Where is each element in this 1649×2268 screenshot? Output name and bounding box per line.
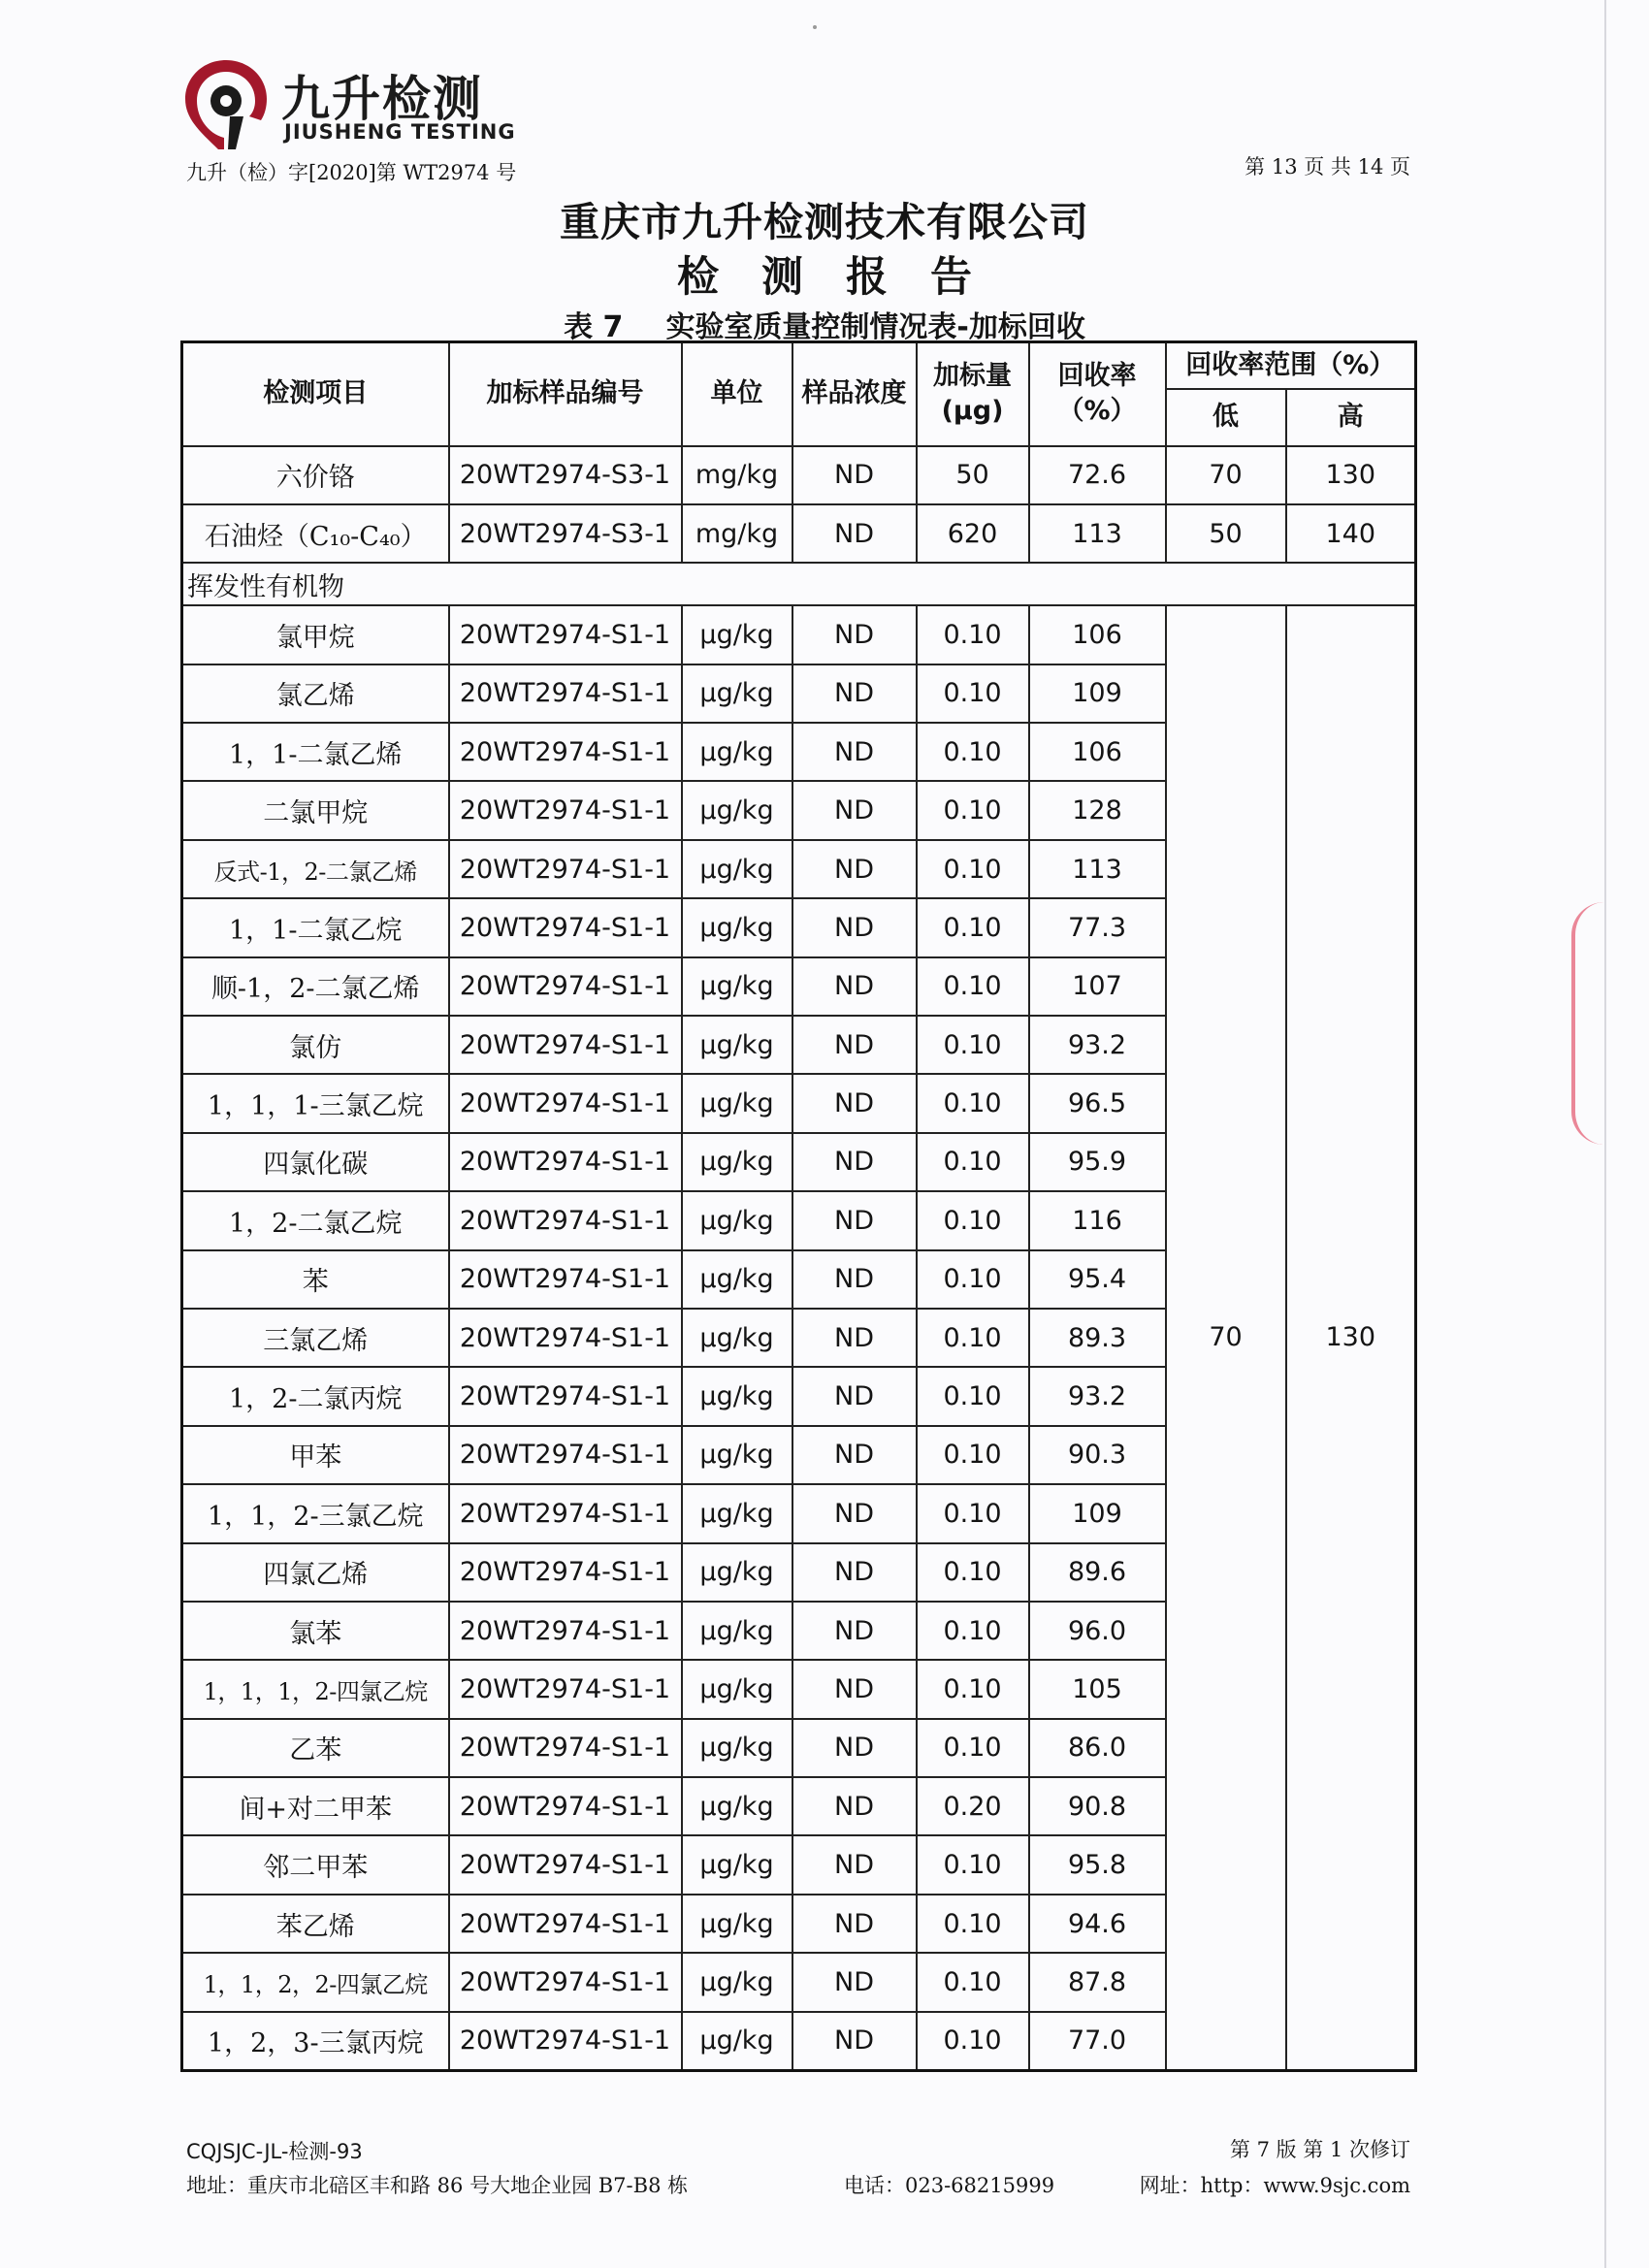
table-caption: 实验室质量控制情况表-加标回收: [665, 310, 1085, 344]
cell-spike: 0.10: [917, 1835, 1029, 1894]
company-name: 重庆市九升检测技术有限公司: [560, 199, 1089, 245]
cell-item: 四氯化碳: [182, 1133, 449, 1191]
cell-spike: 0.10: [917, 1953, 1029, 2011]
cell-recovery: 95.9: [1029, 1133, 1166, 1191]
cell-item: 1，1-二氯乙烯: [182, 723, 449, 781]
cell-unit: μg/kg: [682, 1835, 792, 1894]
cell-concentration: ND: [792, 1367, 917, 1425]
document-number: 九升（检）字[2020]第 WT2974 号: [186, 161, 517, 184]
cell-recovery: 89.3: [1029, 1309, 1166, 1367]
header-range: 回收率范围（%）: [1166, 342, 1416, 389]
cell-sample-id: 20WT2974-S1-1: [449, 957, 682, 1016]
header-recovery-line1: 回收率: [1057, 360, 1137, 391]
cell-item: 1，1，1-三氯乙烷: [182, 1074, 449, 1132]
cell-spike: 0.10: [917, 1895, 1029, 1953]
report-title: 检测报告: [677, 253, 1015, 302]
cell-concentration: ND: [792, 840, 917, 898]
cell-concentration: ND: [792, 664, 917, 723]
cell-unit: μg/kg: [682, 781, 792, 839]
table-row: [182, 446, 1416, 504]
cell-sample-id: 20WT2974-S3-1: [449, 446, 682, 504]
cell-recovery: 95.8: [1029, 1835, 1166, 1894]
cell-unit: μg/kg: [682, 1602, 792, 1660]
cell-spike: 0.10: [917, 1543, 1029, 1602]
cell-concentration: ND: [792, 1016, 917, 1074]
cell-low: 70: [1166, 446, 1286, 504]
cell-item: 石油烃（C₁₀-C₄₀）: [182, 504, 449, 563]
cell-item: 1，2-二氯丙烷: [182, 1367, 449, 1425]
cell-item: 顺-1，2-二氯乙烯: [182, 957, 449, 1016]
cell-sample-id: 20WT2974-S1-1: [449, 1835, 682, 1894]
cell-item: 氯仿: [182, 1016, 449, 1074]
cell-concentration: ND: [792, 2012, 917, 2070]
cell-item: 苯: [182, 1250, 449, 1309]
cell-unit: μg/kg: [682, 898, 792, 956]
website: 网址：http：www.9sjc.com: [1139, 2174, 1410, 2197]
cell-sample-id: 20WT2974-S1-1: [449, 723, 682, 781]
cell-sample-id: 20WT2974-S1-1: [449, 1191, 682, 1249]
cell-item: 1，1，2-三氯乙烷: [182, 1484, 449, 1542]
cell-sample-id: 20WT2974-S3-1: [449, 504, 682, 563]
cell-concentration: ND: [792, 1895, 917, 1953]
cell-item: 氯乙烯: [182, 664, 449, 723]
cell-unit: μg/kg: [682, 723, 792, 781]
cell-sample-id: 20WT2974-S1-1: [449, 1426, 682, 1484]
cell-spike: 0.10: [917, 723, 1029, 781]
cell-recovery: 87.8: [1029, 1953, 1166, 2011]
cell-item: 二氯甲烷: [182, 781, 449, 839]
cell-sample-id: 20WT2974-S1-1: [449, 1895, 682, 1953]
cell-item: 甲苯: [182, 1426, 449, 1484]
header-spike: [917, 342, 1029, 446]
cell-unit: μg/kg: [682, 1250, 792, 1309]
cell-item: 1，2-二氯乙烷: [182, 1191, 449, 1249]
table-row: [182, 605, 1416, 664]
cell-recovery: 93.2: [1029, 1016, 1166, 1074]
cell-recovery: 89.6: [1029, 1543, 1166, 1602]
cell-high: 130: [1286, 446, 1416, 504]
cell-sample-id: 20WT2974-S1-1: [449, 1016, 682, 1074]
cell-spike: 50: [917, 446, 1029, 504]
cell-sample-id: 20WT2974-S1-1: [449, 1367, 682, 1425]
cell-concentration: ND: [792, 1835, 917, 1894]
cell-unit: mg/kg: [682, 446, 792, 504]
cell-recovery: 128: [1029, 781, 1166, 839]
cell-spike: 0.10: [917, 898, 1029, 956]
address: 地址：重庆市北碚区丰和路 86 号大地企业园 B7-B8 栋: [186, 2174, 689, 2197]
form-code: CQJSJC-JL-检测-93: [186, 2140, 363, 2163]
table-title: [0, 303, 1649, 345]
cell-spike: 0.10: [917, 1719, 1029, 1777]
cell-concentration: ND: [792, 1719, 917, 1777]
phone: 电话：023-68215999: [844, 2174, 1055, 2197]
cell-sample-id: 20WT2974-S1-1: [449, 1074, 682, 1132]
spike-recovery-table: [180, 340, 1417, 2072]
cell-spike: 0.20: [917, 1777, 1029, 1835]
cell-recovery: 72.6: [1029, 446, 1166, 504]
cell-recovery: 77.3: [1029, 898, 1166, 956]
cell-recovery: 105: [1029, 1660, 1166, 1718]
section-label: 挥发性有机物: [182, 563, 1416, 605]
cell-item: 四氯乙烯: [182, 1543, 449, 1602]
cell-unit: μg/kg: [682, 1426, 792, 1484]
header-concentration: 样品浓度: [792, 342, 917, 446]
cell-recovery: 106: [1029, 723, 1166, 781]
cell-spike: 0.10: [917, 1191, 1029, 1249]
cell-unit: μg/kg: [682, 1660, 792, 1718]
header-low: 低: [1166, 389, 1286, 446]
cell-item: 1，2，3-三氯丙烷: [182, 2012, 449, 2070]
header-high: 高: [1286, 389, 1416, 446]
logo-icon: [179, 56, 273, 153]
cell-recovery: 90.3: [1029, 1426, 1166, 1484]
company-logo: [179, 56, 529, 153]
logo-chinese-name: 九升检测: [281, 71, 483, 127]
cell-concentration: ND: [792, 1602, 917, 1660]
voc-range-high: 130: [1286, 605, 1416, 2070]
cell-unit: μg/kg: [682, 2012, 792, 2070]
cell-unit: μg/kg: [682, 1309, 792, 1367]
cell-item: 氯甲烷: [182, 605, 449, 664]
cell-low: 50: [1166, 504, 1286, 563]
cell-concentration: ND: [792, 446, 917, 504]
scan-dot: [813, 25, 817, 29]
cell-sample-id: 20WT2974-S1-1: [449, 1777, 682, 1835]
header-sample-id: 加标样品编号: [449, 342, 682, 446]
logo-english-name: JIUSHENG TESTING: [284, 120, 516, 144]
cell-concentration: ND: [792, 957, 917, 1016]
cell-spike: 0.10: [917, 2012, 1029, 2070]
cell-recovery: 109: [1029, 1484, 1166, 1542]
cell-item: 邻二甲苯: [182, 1835, 449, 1894]
cell-sample-id: 20WT2974-S1-1: [449, 1602, 682, 1660]
cell-unit: μg/kg: [682, 1777, 792, 1835]
cell-item: 1，1-二氯乙烷: [182, 898, 449, 956]
cell-concentration: ND: [792, 1426, 917, 1484]
cell-concentration: ND: [792, 1953, 917, 2011]
cell-spike: 0.10: [917, 1250, 1029, 1309]
cell-item: 反式-1，2-二氯乙烯: [182, 840, 449, 898]
cell-high: 140: [1286, 504, 1416, 563]
cell-sample-id: 20WT2974-S1-1: [449, 1953, 682, 2011]
cell-recovery: 96.0: [1029, 1602, 1166, 1660]
cell-concentration: ND: [792, 1484, 917, 1542]
cell-item: 乙苯: [182, 1719, 449, 1777]
table-row: [182, 504, 1416, 563]
header-spike-line2: (μg): [941, 396, 1004, 427]
cell-sample-id: 20WT2974-S1-1: [449, 1660, 682, 1718]
cell-concentration: ND: [792, 605, 917, 664]
cell-item: 1，1，1，2-四氯乙烷: [182, 1660, 449, 1718]
cell-spike: 0.10: [917, 1074, 1029, 1132]
cell-item: 六价铬: [182, 446, 449, 504]
cell-item: 苯乙烯: [182, 1895, 449, 1953]
header-unit: 单位: [682, 342, 792, 446]
cell-unit: μg/kg: [682, 957, 792, 1016]
cell-sample-id: 20WT2974-S1-1: [449, 1133, 682, 1191]
cell-concentration: ND: [792, 1250, 917, 1309]
cell-concentration: ND: [792, 1309, 917, 1367]
cell-item: 1，1，2，2-四氯乙烷: [182, 1953, 449, 2011]
cell-spike: 0.10: [917, 1660, 1029, 1718]
cell-unit: μg/kg: [682, 840, 792, 898]
cell-recovery: 113: [1029, 840, 1166, 898]
cell-spike: 0.10: [917, 1016, 1029, 1074]
cell-sample-id: 20WT2974-S1-1: [449, 840, 682, 898]
cell-concentration: ND: [792, 723, 917, 781]
cell-spike: 0.10: [917, 781, 1029, 839]
cell-concentration: ND: [792, 1133, 917, 1191]
cell-item: 氯苯: [182, 1602, 449, 1660]
cell-unit: μg/kg: [682, 1191, 792, 1249]
cell-recovery: 106: [1029, 605, 1166, 664]
cell-spike: 0.10: [917, 1309, 1029, 1367]
cell-recovery: 94.6: [1029, 1895, 1166, 1953]
cell-concentration: ND: [792, 1191, 917, 1249]
cell-sample-id: 20WT2974-S1-1: [449, 1719, 682, 1777]
cell-recovery: 109: [1029, 664, 1166, 723]
cell-unit: μg/kg: [682, 1367, 792, 1425]
cell-concentration: ND: [792, 898, 917, 956]
cell-unit: μg/kg: [682, 1895, 792, 1953]
voc-range-low: 70: [1166, 605, 1286, 2070]
table-number: 表 7: [564, 310, 624, 344]
stamp-mark: [1571, 902, 1604, 1145]
cell-concentration: ND: [792, 1543, 917, 1602]
cell-unit: μg/kg: [682, 1016, 792, 1074]
cell-spike: 0.10: [917, 605, 1029, 664]
cell-unit: mg/kg: [682, 504, 792, 563]
cell-recovery: 90.8: [1029, 1777, 1166, 1835]
cell-concentration: ND: [792, 781, 917, 839]
header-spike-line1: 加标量: [933, 360, 1012, 391]
version: 第 7 版 第 1 次修订: [1229, 2138, 1410, 2161]
cell-sample-id: 20WT2974-S1-1: [449, 1309, 682, 1367]
cell-sample-id: 20WT2974-S1-1: [449, 1543, 682, 1602]
cell-unit: μg/kg: [682, 1719, 792, 1777]
cell-recovery: 116: [1029, 1191, 1166, 1249]
cell-spike: 0.10: [917, 1426, 1029, 1484]
cell-concentration: ND: [792, 1777, 917, 1835]
cell-sample-id: 20WT2974-S1-1: [449, 1484, 682, 1542]
cell-spike: 0.10: [917, 840, 1029, 898]
cell-recovery: 96.5: [1029, 1074, 1166, 1132]
cell-spike: 0.10: [917, 664, 1029, 723]
cell-spike: 0.10: [917, 1602, 1029, 1660]
cell-spike: 620: [917, 504, 1029, 563]
cell-unit: μg/kg: [682, 664, 792, 723]
cell-sample-id: 20WT2974-S1-1: [449, 1250, 682, 1309]
page-number: 第 13 页 共 14 页: [1245, 155, 1410, 178]
cell-item: 三氯乙烯: [182, 1309, 449, 1367]
header-recovery: [1029, 342, 1166, 446]
table-body: [182, 446, 1416, 2071]
cell-recovery: 107: [1029, 957, 1166, 1016]
cell-sample-id: 20WT2974-S1-1: [449, 2012, 682, 2070]
cell-unit: μg/kg: [682, 1074, 792, 1132]
cell-unit: μg/kg: [682, 1133, 792, 1191]
cell-recovery: 93.2: [1029, 1367, 1166, 1425]
cell-sample-id: 20WT2974-S1-1: [449, 898, 682, 956]
cell-recovery: 86.0: [1029, 1719, 1166, 1777]
cell-recovery: 113: [1029, 504, 1166, 563]
cell-spike: 0.10: [917, 1133, 1029, 1191]
cell-item: 间+对二甲苯: [182, 1777, 449, 1835]
cell-recovery: 77.0: [1029, 2012, 1166, 2070]
cell-unit: μg/kg: [682, 1953, 792, 2011]
cell-sample-id: 20WT2974-S1-1: [449, 781, 682, 839]
cell-concentration: ND: [792, 1660, 917, 1718]
cell-recovery: 95.4: [1029, 1250, 1166, 1309]
cell-unit: μg/kg: [682, 1543, 792, 1602]
cell-sample-id: 20WT2974-S1-1: [449, 664, 682, 723]
cell-concentration: ND: [792, 504, 917, 563]
header-recovery-line2: （%）: [1057, 396, 1137, 427]
cell-spike: 0.10: [917, 1484, 1029, 1542]
cell-spike: 0.10: [917, 1367, 1029, 1425]
cell-unit: μg/kg: [682, 605, 792, 664]
cell-spike: 0.10: [917, 957, 1029, 1016]
header-item: 检测项目: [182, 342, 449, 446]
cell-sample-id: 20WT2974-S1-1: [449, 605, 682, 664]
cell-concentration: ND: [792, 1074, 917, 1132]
section-row: [182, 563, 1416, 605]
cell-unit: μg/kg: [682, 1484, 792, 1542]
